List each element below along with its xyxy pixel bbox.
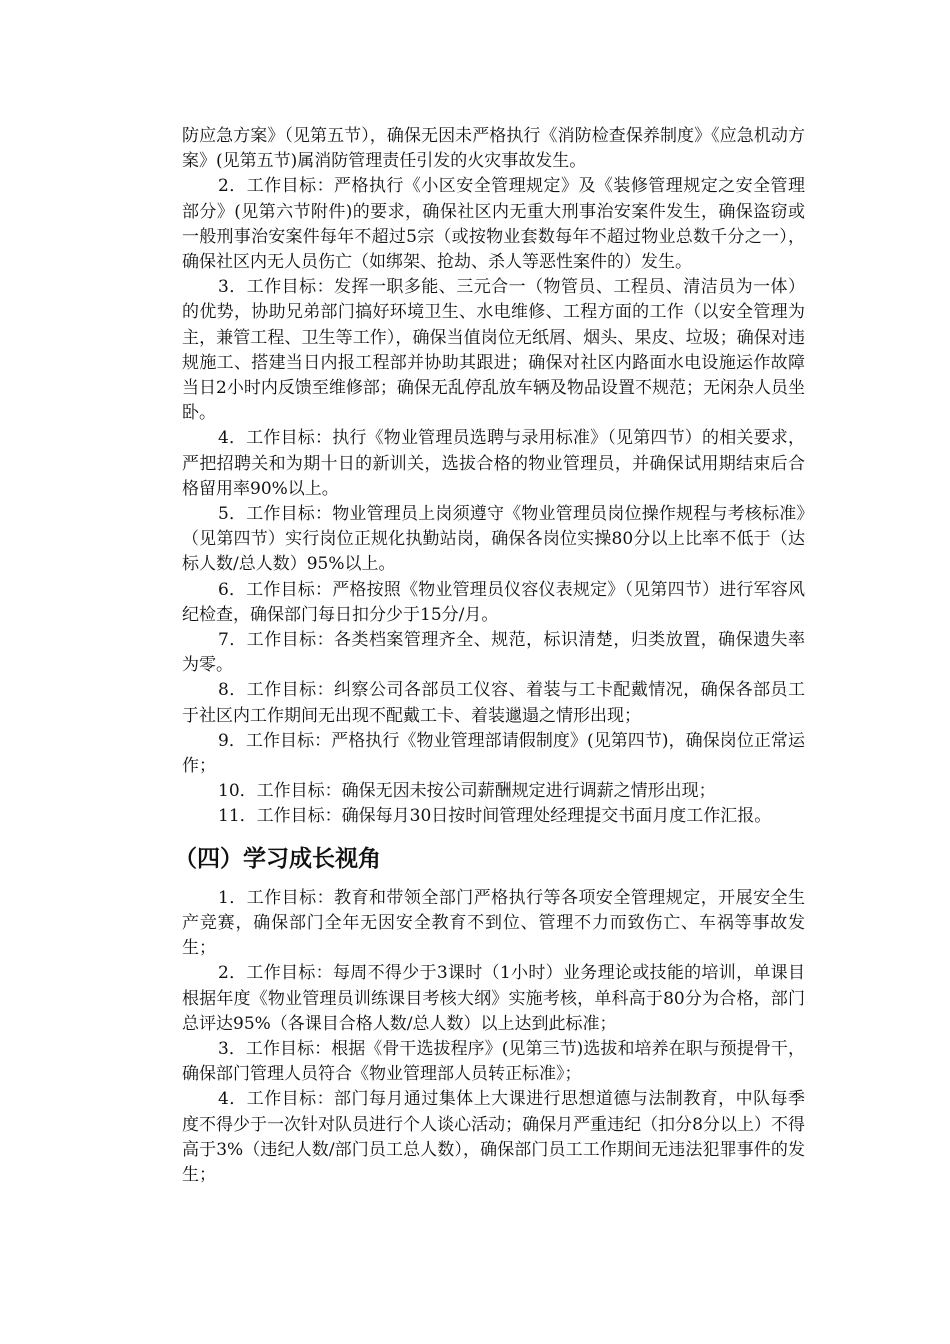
work-target-7: 7．工作目标：各类档案管理齐全、规范，标识清楚，归类放置，确保遗失率为零。 bbox=[182, 630, 805, 676]
work-target-4: 4．工作目标：执行《物业管理员选聘与录用标准》（见第四节）的相关要求，严把招聘关和为期十日的新训关，选拔合格的物业管理员，并确保试用期结束后合格留用率90%以上。 bbox=[182, 428, 805, 499]
learning-target-1: 1．工作目标：教育和带领全部门严格执行等各项安全管理规定，开展安全生产竞赛，确保部门全年无因安全教育不到位、管理不力而致伤亡、车祸等事故发生； bbox=[182, 887, 805, 959]
work-target-10: 10．工作目标：确保无因未按公司薪酬规定进行调薪之情形出现； bbox=[218, 781, 716, 802]
work-target-5: 5．工作目标：物业管理员上岗须遵守《物业管理员岗位操作规程与考核标准》（见第四节）实行岗位正规化执勤站岗，确保各岗位实操80分以上比率不低于（达标人数/总人数）95%以上。 bbox=[182, 504, 805, 575]
work-target-3: 3．工作目标：发挥一职多能、三元合一（物管员、工程员、清洁员为一体）的优势，协助兄弟部门搞好环境卫生、水电维修、工程方面的工作（以安全管理为主，兼管工程、卫生等工作），确保当值岗位无纸屑、烟头、果皮、垃圾；确保对违规施工、搭建当日内报工程部并协助其跟进；确保对社区内路面水电设施运作故障当日2小时内反馈至维修部；确保无乱停乱放车辆及物品设置不规范；无闲杂人员坐卧。 bbox=[182, 277, 805, 424]
work-target-9: 9．工作目标：严格执行《物业管理部请假制度》(见第四节)，确保岗位正常运作； bbox=[182, 730, 805, 777]
paragraph-continued: 防应急方案》（见第五节），确保无因未严格执行《消防检查保养制度》《应急机动方案》(见第五节)属消防管理责任引发的火灾事故发生。 bbox=[182, 126, 805, 172]
work-target-2: 2．工作目标：严格执行《小区安全管理规定》及《装修管理规定之安全管理部分》(见第六节附件)的要求，确保社区内无重大刑事治安案件发生，确保盗窃或一般刑事治安案件每年不超过5宗（或按物业套数每年不超过物业总数千分之一），确保社区内无人员伤亡（如绑架、抢劫、杀人等恶性案件的）发生。 bbox=[182, 176, 805, 273]
learning-target-2: 2．工作目标：每周不得少于3课时（1小时）业务理论或技能的培训，单课目根据年度《物业管理员训练课目考核大纲》实施考核，单科高于80分为合格，部门 总评达95%（各课目合格人数/总人数）以上达到此标准； bbox=[182, 963, 805, 1034]
work-target-8: 8．工作目标：纠察公司各部员工仪容、着装与工卡配戴情况，确保各部员工于社区内工作期间无出现不配戴工卡、着装邋遢之情形出现； bbox=[182, 680, 805, 726]
section-heading: （四）学习成长视角 bbox=[174, 845, 381, 872]
page-content bbox=[174, 124, 805, 1188]
learning-target-4: 4．工作目标：部门每月通过集体上大课进行思想道德与法制教育，中队每季度不得少于一次针对队员进行个人谈心活动；确保月严重违纪（扣分8分以上）不得高于3%（违纪人数/部门员工总人数），确保部门员工工作期间无违法犯罪事件的发生； bbox=[182, 1089, 805, 1185]
learning-target-3: 3．工作目标：根据《骨干选拔程序》(见第三节)选拔和培养在职与预提骨干，确保部门管理人员符合《物业管理部人员转正标准》； bbox=[182, 1038, 805, 1085]
work-target-11: 11．工作目标：确保每月30日按时间管理处经理提交书面月度工作汇报。 bbox=[218, 806, 772, 827]
work-target-6: 6．工作目标：严格按照《物业管理员仪容仪表规定》（见第四节）进行军容风纪检查，确保部门每日扣分少于15分/月。 bbox=[182, 579, 805, 625]
